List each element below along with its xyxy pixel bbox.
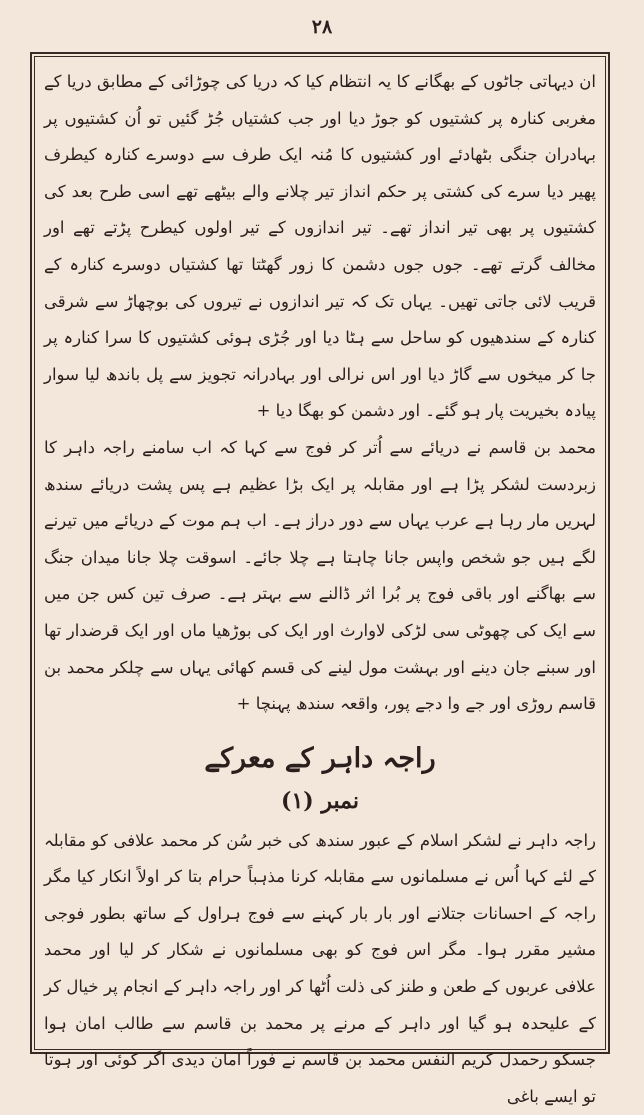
section-heading: راجہ داہر کے معرکے: [204, 742, 436, 774]
paragraph-1: ان دیہاتی جاٹوں کے بھگانے کا یہ انتظام کیا کہ دریا کی چوڑائی کے مطابق دریا کے مغربی کنارہ پر کشتیوں کو جوڑ دیا اور جب کشتیاں جُڑ گئیں تو اُن کشتیوں پر بہادران جنگی بٹھادئے اور کشتیوں کا مُنہ ایک طرف سے دوسرے کنارہ کیطرف پھیر دیا سرے کی کشتی پر حکم انداز تیر چلانے والے بیٹھے تھے اسی طرح بعد کی کشتیوں پر بھی تیر انداز تھے۔ تیر اندازوں کے تیر اولوں کیطرح پڑتے تھے اور مخالف گرتے تھے۔ جوں جوں دشمن کا زور گھٹتا تھا کشتیاں دوسرے کنارہ کے قریب لائی جاتی تھیں۔ یہاں تک کہ تیر اندازوں نے تیروں کی بوچھاڑ سے شرقی کنارہ کے سندھیوں کو ساحل سے ہٹا دیا اور جُڑی ہوئی کشتیوں کا سرا کنارہ پر جا کر میخوں سے گاڑ دیا اور اس نرالی اور بہادرانہ تجویز سے پل باندھ لیا سوار پیادہ بخیریت پار ہو گئے۔ اور دشمن کو بھگا دیا +: [44, 72, 596, 421]
paragraph-2: محمد بن قاسم نے دریائے سے اُتر کر فوج سے کہا کہ اب سامنے راجہ داہر کا زبردست لشکر پڑا ہے اور مقابلہ پر ایک بڑا عظیم ہے پس پشت دریائے سندھ لہریں مار رہا ہے عرب یہاں سے دور دراز ہے۔ اب ہم موت کے دریائے میں تیرنے لگے ہیں جو شخص واپس جانا چاہتا ہے چلا جائے۔ اسوقت چلا جانا میدان جنگ سے بھاگنے اور باقی فوج پر بُرا اثر ڈالنے سے بہتر ہے۔ صرف تین کس جن میں سے ایک کی چھوٹی سی لڑکی لاوارث اور ایک کی بوڑھیا ماں اور ایک قرضدار تھا اور سبنے جان دینے اور بہشت مول لینے کی قسم کھائی یہاں سے چلکر محمد بن قاسم روڑی اور جے وا دجے پور، واقعہ سندھ پہنچا +: [44, 437, 596, 714]
paragraph-3: راجہ داہر نے لشکر اسلام کے عبور سندھ کی خبر سُن کر محمد علافی کو مقابلہ کے لئے کہا اُس نے مسلمانوں سے مقابلہ کرنا مذہباً حرام بتا کر اولاً انکار کیا مگر راجہ کے احسانات جتلانے اور بار بار کہنے سے فوج ہراول کے ساتھ بطور فوجی مشیر مقرر ہوا۔ مگر اس فوج کو بھی مسلمانوں نے شکار کر لیا اور محمد علافی عربوں کے طعن و طنز کی ذلت اُٹھا کر اور راجہ داہر کے انجام پر خیال کر کے علیحدہ ہو گیا اور داہر کے مرنے پر محمد بن قاسم سے طالب امان ہوا جسکو رحمدل کریم النفس محمد بن قاسم نے فوراً امان دیدی اگر کوئی اور ہوتا تو ایسے باغی: [44, 830, 596, 1106]
text-body: [44, 64, 596, 1106]
section-subheading: نمبر (۱): [281, 787, 359, 814]
page-number: ۲۸: [311, 16, 333, 38]
